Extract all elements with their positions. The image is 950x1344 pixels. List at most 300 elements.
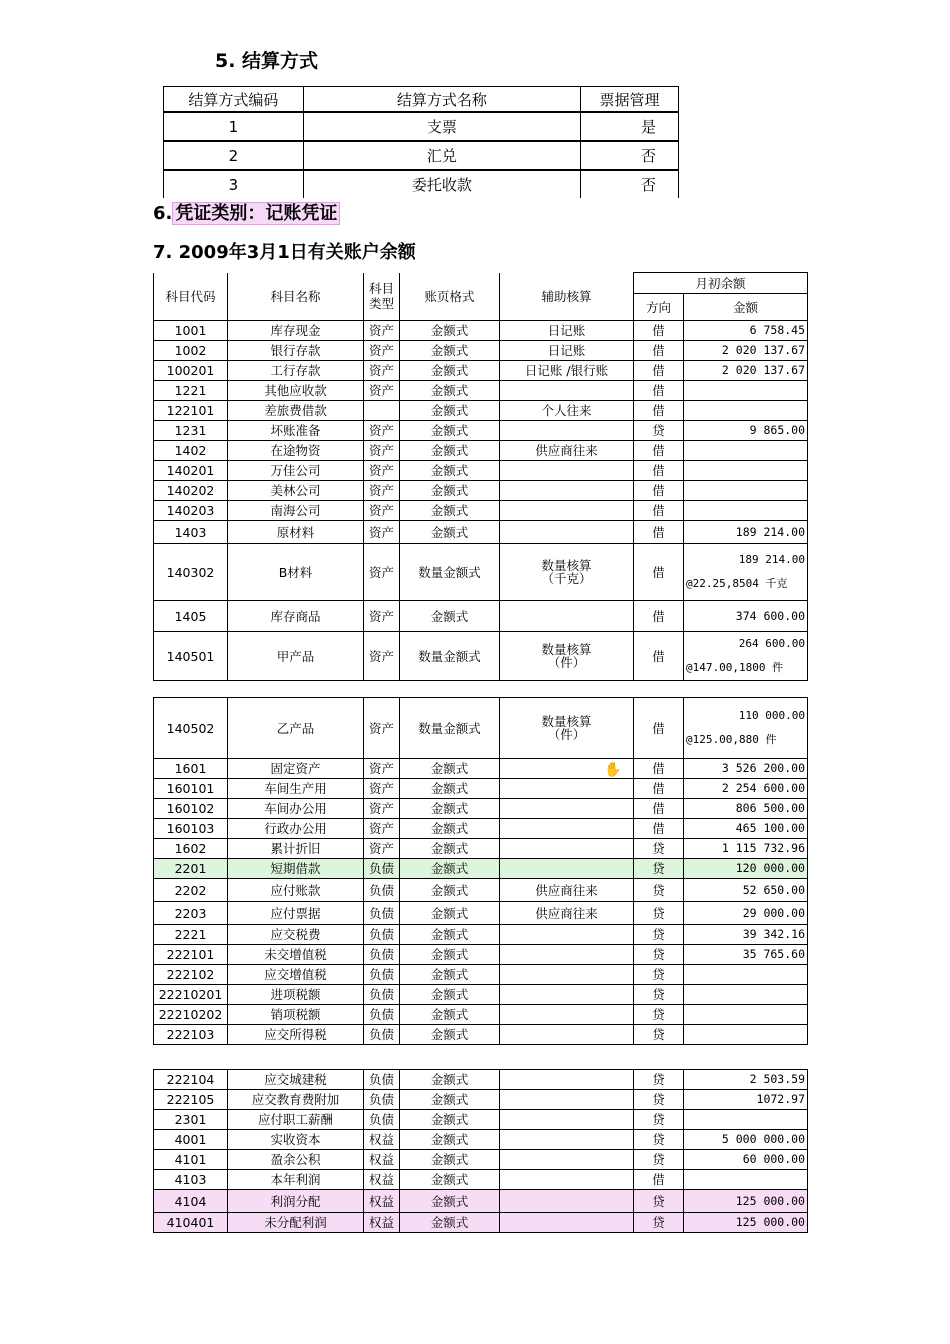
cell-format: 金额式: [400, 381, 500, 401]
cell-code: 1403: [154, 521, 228, 544]
cell-aux: 日记账: [500, 321, 634, 341]
cell-format: 金额式: [400, 819, 500, 839]
cell-code: 22210202: [154, 1005, 228, 1025]
table-row: [154, 965, 808, 985]
cell-name: 美林公司: [228, 481, 364, 501]
cell-format: 金额式: [400, 1170, 500, 1190]
section-6-title: [153, 199, 340, 225]
cell-code: 1: [164, 112, 304, 141]
cell-dir: 借: [634, 544, 684, 601]
cell-format: 金额式: [400, 1090, 500, 1110]
cell-name: 万佳公司: [228, 461, 364, 481]
cell-name: 应交增值税: [228, 965, 364, 985]
cell-type: 负债: [364, 879, 400, 902]
cell-format: 数量金额式: [400, 632, 500, 681]
section-6-highlight: 凭证类别：记账凭证: [172, 202, 340, 225]
cell-format: 金额式: [400, 501, 500, 521]
cell-dir: 借: [634, 321, 684, 341]
cell-name: 甲产品: [228, 632, 364, 681]
cell-amount: 1072.97: [684, 1090, 808, 1110]
cell-name: 库存商品: [228, 601, 364, 632]
header-balance: 月初余额: [634, 273, 808, 294]
table-row: [154, 902, 808, 925]
cell-amount: 52 650.00: [684, 879, 808, 902]
cell-type: 资产: [364, 544, 400, 601]
cell-code: 100201: [154, 361, 228, 381]
cell-format: 金额式: [400, 839, 500, 859]
cell-format: 金额式: [400, 1070, 500, 1090]
cell-code: 1402: [154, 441, 228, 461]
cell-type: 资产: [364, 759, 400, 779]
cell-name: 库存现金: [228, 321, 364, 341]
table-row: [154, 601, 808, 632]
cell-amount: [684, 381, 808, 401]
account-balance-table-3: [153, 1069, 808, 1233]
cell-format: 金额式: [400, 461, 500, 481]
cell-name: 应付账款: [228, 879, 364, 902]
cell-aux: [500, 1170, 634, 1190]
table-row: [154, 481, 808, 501]
cell-code: 2221: [154, 925, 228, 945]
table-row: [164, 112, 679, 141]
cell-aux: [500, 601, 634, 632]
cell-format: 金额式: [400, 1130, 500, 1150]
cell-aux: [500, 779, 634, 799]
cell-code: 4104: [154, 1190, 228, 1213]
cell-format: 金额式: [400, 902, 500, 925]
cell-type: 负债: [364, 1090, 400, 1110]
cell-code: 222102: [154, 965, 228, 985]
cell-name: 坏账准备: [228, 421, 364, 441]
cell-name: 差旅费借款: [228, 401, 364, 421]
table-row: [154, 544, 808, 601]
cell-type: 资产: [364, 779, 400, 799]
header-aux: 辅助核算: [500, 273, 634, 321]
header-amount: 金额: [684, 294, 808, 321]
cell-type: 资产: [364, 441, 400, 461]
cell-name: 实收资本: [228, 1130, 364, 1150]
cell-name: 盈余公积: [228, 1150, 364, 1170]
cell-name: 在途物资: [228, 441, 364, 461]
settlement-table: [163, 86, 679, 198]
cell-type: 权益: [364, 1170, 400, 1190]
cell-code: 222104: [154, 1070, 228, 1090]
cell-amount: [684, 698, 808, 759]
cell-format: 金额式: [400, 1213, 500, 1233]
cell-type: 负债: [364, 945, 400, 965]
table-row: [154, 461, 808, 481]
cell-aux: [500, 925, 634, 945]
cell-amount: [684, 461, 808, 481]
cell-dir: 借: [634, 521, 684, 544]
cell-code: 2203: [154, 902, 228, 925]
cell-amount: [684, 401, 808, 421]
cell-aux: [500, 461, 634, 481]
cell-type: 负债: [364, 1025, 400, 1045]
cell-amount: 1 115 732.96: [684, 839, 808, 859]
cell-name: 销项税额: [228, 1005, 364, 1025]
cell-type: 资产: [364, 461, 400, 481]
header-dir: 方向: [634, 294, 684, 321]
cell-aux: 个人往来: [500, 401, 634, 421]
cell-aux: [500, 381, 634, 401]
cell-amount: 125 000.00: [684, 1190, 808, 1213]
cell-code: 140502: [154, 698, 228, 759]
cell-format: 金额式: [400, 1025, 500, 1045]
cell-amount: [684, 1110, 808, 1130]
cell-format: 金额式: [400, 1005, 500, 1025]
cell-code: 1601: [154, 759, 228, 779]
table-row: [154, 985, 808, 1005]
cell-code: 410401: [154, 1213, 228, 1233]
cell-format: 金额式: [400, 925, 500, 945]
cell-amount: [684, 544, 808, 601]
cell-type: 资产: [364, 839, 400, 859]
table-row: [154, 1130, 808, 1150]
cell-format: 金额式: [400, 361, 500, 381]
cell-format: 金额式: [400, 521, 500, 544]
cell-aux: 数量核算（件）: [500, 632, 634, 681]
cell-aux: 供应商往来: [500, 879, 634, 902]
account-balance-table: [153, 272, 808, 681]
account-balance-table-2: [153, 697, 808, 1045]
cell-name: B材料: [228, 544, 364, 601]
header-code: 科目代码: [154, 273, 228, 321]
cell-aux: [500, 521, 634, 544]
cell-dir: 贷: [634, 1070, 684, 1090]
cell-type: 资产: [364, 421, 400, 441]
cell-code: 1001: [154, 321, 228, 341]
cell-dir: 借: [634, 441, 684, 461]
table-row: [154, 341, 808, 361]
cell-format: 金额式: [400, 481, 500, 501]
cell-code: 222101: [154, 945, 228, 965]
cell-format: 金额式: [400, 1110, 500, 1130]
cell-name: 应付票据: [228, 902, 364, 925]
cell-dir: 贷: [634, 945, 684, 965]
cell-code: 2201: [154, 859, 228, 879]
cell-dir: 贷: [634, 985, 684, 1005]
cell-format: 金额式: [400, 779, 500, 799]
cell-aux: [500, 1070, 634, 1090]
cell-amount: [684, 441, 808, 461]
cell-aux: [500, 839, 634, 859]
cell-ticket: 否: [581, 170, 679, 198]
header-code: 结算方式编码: [164, 87, 304, 113]
table-row: [154, 1190, 808, 1213]
cell-name: 支票: [303, 112, 580, 141]
cell-code: 1231: [154, 421, 228, 441]
cell-format: 金额式: [400, 799, 500, 819]
cell-code: 222103: [154, 1025, 228, 1045]
cell-dir: 贷: [634, 1025, 684, 1045]
cell-aux: [500, 421, 634, 441]
table-row: [154, 421, 808, 441]
cell-type: 权益: [364, 1150, 400, 1170]
cell-code: 4101: [154, 1150, 228, 1170]
cell-name: 汇兑: [303, 141, 580, 170]
cell-type: 负债: [364, 985, 400, 1005]
cell-dir: 借: [634, 401, 684, 421]
cell-dir: 贷: [634, 1090, 684, 1110]
cell-name: 应交城建税: [228, 1070, 364, 1090]
hand-cursor-icon: ✋: [604, 762, 622, 778]
cell-dir: 借: [634, 779, 684, 799]
cell-dir: 贷: [634, 1130, 684, 1150]
cell-amount: 39 342.16: [684, 925, 808, 945]
cell-name: 未交增值税: [228, 945, 364, 965]
table-row: [154, 521, 808, 544]
cell-amount: 125 000.00: [684, 1213, 808, 1233]
cell-name: 其他应收款: [228, 381, 364, 401]
cell-format: 金额式: [400, 321, 500, 341]
cell-code: 4103: [154, 1170, 228, 1190]
header-name: 结算方式名称: [303, 87, 580, 113]
cell-format: 金额式: [400, 601, 500, 632]
cell-format: 金额式: [400, 945, 500, 965]
table-row: [154, 1070, 808, 1090]
table-row: [154, 1170, 808, 1190]
amount-value: 189 214.00: [738, 553, 806, 566]
cell-aux: [500, 1090, 634, 1110]
cell-amount: 6 758.45: [684, 321, 808, 341]
cell-format: 金额式: [400, 441, 500, 461]
cell-aux: 数量核算（千克）: [500, 544, 634, 601]
cell-dir: 借: [634, 819, 684, 839]
cell-format: 金额式: [400, 421, 500, 441]
cell-ticket: 是: [581, 112, 679, 141]
cell-name: 固定资产: [228, 759, 364, 779]
cell-dir: 贷: [634, 965, 684, 985]
cell-code: 160102: [154, 799, 228, 819]
cell-dir: 贷: [634, 1110, 684, 1130]
settlement-header-row: [164, 87, 679, 113]
cell-type: 资产: [364, 501, 400, 521]
cell-type: 资产: [364, 698, 400, 759]
section-7-title: 7. 2009年3月1日有关账户余额: [153, 242, 416, 260]
amount-value: 110 000.00: [738, 709, 805, 722]
cell-code: 222105: [154, 1090, 228, 1110]
table-row: [154, 1150, 808, 1170]
cell-amount: [684, 501, 808, 521]
cell-amount: 189 214.00: [684, 521, 808, 544]
table-row: [154, 361, 808, 381]
cell-code: 160103: [154, 819, 228, 839]
cell-aux: [500, 1025, 634, 1045]
cell-aux: [500, 799, 634, 819]
cell-code: 140202: [154, 481, 228, 501]
cell-code: 140203: [154, 501, 228, 521]
cell-dir: 贷: [634, 902, 684, 925]
header-row: [154, 273, 808, 294]
table-row: [154, 819, 808, 839]
cell-aux: [500, 985, 634, 1005]
cell-amount: [684, 632, 808, 681]
cell-amount: 2 020 137.67: [684, 341, 808, 361]
cell-format: 数量金额式: [400, 544, 500, 601]
table-row: [154, 321, 808, 341]
cell-amount: [684, 985, 808, 1005]
cell-dir: 贷: [634, 1213, 684, 1233]
cell-amount: 3 526 200.00: [684, 759, 808, 779]
cell-type: 资产: [364, 381, 400, 401]
cell-name: 应交税费: [228, 925, 364, 945]
cell-aux: 数量核算（件）: [500, 698, 634, 759]
cell-type: [364, 401, 400, 421]
cell-name: 未分配利润: [228, 1213, 364, 1233]
unit-value: @125.00,880 件: [686, 733, 777, 746]
cell-format: 金额式: [400, 341, 500, 361]
cell-name: 委托收款: [303, 170, 580, 198]
cell-dir: 贷: [634, 1150, 684, 1170]
cell-name: 应交所得税: [228, 1025, 364, 1045]
cell-code: 140302: [154, 544, 228, 601]
amount-value: 264 600.00: [738, 637, 806, 650]
cell-aux: 供应商往来: [500, 441, 634, 461]
cell-aux: [500, 1005, 634, 1025]
cell-amount: 120 000.00: [684, 859, 808, 879]
cell-amount: 374 600.00: [684, 601, 808, 632]
cell-type: 资产: [364, 799, 400, 819]
cell-code: 22210201: [154, 985, 228, 1005]
cell-amount: 806 500.00: [684, 799, 808, 819]
table-row: [154, 839, 808, 859]
cell-code: 2202: [154, 879, 228, 902]
table-row: [154, 759, 808, 779]
cell-dir: 贷: [634, 925, 684, 945]
cell-code: 140201: [154, 461, 228, 481]
table-row: [154, 698, 808, 759]
cell-type: 负债: [364, 1110, 400, 1130]
table-row: [154, 381, 808, 401]
cell-amount: 9 865.00: [684, 421, 808, 441]
cell-code: 2301: [154, 1110, 228, 1130]
cell-type: 资产: [364, 819, 400, 839]
cell-dir: 借: [634, 341, 684, 361]
cell-amount: [684, 481, 808, 501]
cell-format: 金额式: [400, 401, 500, 421]
cell-type: 资产: [364, 321, 400, 341]
cell-aux: [500, 1213, 634, 1233]
cell-name: 应交教育费附加: [228, 1090, 364, 1110]
table-row: [154, 945, 808, 965]
cell-type: 资产: [364, 361, 400, 381]
cell-dir: 贷: [634, 1190, 684, 1213]
cell-dir: 贷: [634, 879, 684, 902]
cell-aux: [500, 859, 634, 879]
table-row: [154, 1090, 808, 1110]
cell-dir: 贷: [634, 1005, 684, 1025]
cell-amount: 2 020 137.67: [684, 361, 808, 381]
section-6-number: 6.: [153, 203, 173, 224]
cell-name: 短期借款: [228, 859, 364, 879]
cell-code: 4001: [154, 1130, 228, 1150]
table-row: [154, 401, 808, 421]
cell-code: 1405: [154, 601, 228, 632]
table-row: [154, 1110, 808, 1130]
cell-name: 乙产品: [228, 698, 364, 759]
cell-format: 金额式: [400, 985, 500, 1005]
cell-dir: 借: [634, 461, 684, 481]
cell-type: 资产: [364, 601, 400, 632]
cell-type: 权益: [364, 1190, 400, 1213]
cell-format: 金额式: [400, 859, 500, 879]
cell-amount: [684, 1005, 808, 1025]
cell-format: 金额式: [400, 879, 500, 902]
cell-dir: 借: [634, 481, 684, 501]
cell-name: 原材料: [228, 521, 364, 544]
cell-dir: 借: [634, 632, 684, 681]
cell-name: 银行存款: [228, 341, 364, 361]
cell-code: 160101: [154, 779, 228, 799]
cell-format: 金额式: [400, 1150, 500, 1170]
cell-aux: [500, 945, 634, 965]
cell-amount: [684, 965, 808, 985]
cell-code: 3: [164, 170, 304, 198]
section-5-title: 5. 结算方式: [215, 50, 319, 72]
cell-aux: [500, 1150, 634, 1170]
cell-amount: 35 765.60: [684, 945, 808, 965]
cell-format: 金额式: [400, 965, 500, 985]
cell-amount: 465 100.00: [684, 819, 808, 839]
cell-amount: [684, 1170, 808, 1190]
cell-dir: 借: [634, 501, 684, 521]
table-row: [154, 879, 808, 902]
cell-amount: 5 000 000.00: [684, 1130, 808, 1150]
cell-dir: 贷: [634, 859, 684, 879]
cell-aux: [500, 819, 634, 839]
cell-amount: 29 000.00: [684, 902, 808, 925]
cell-dir: 借: [634, 799, 684, 819]
cell-amount: 2 503.59: [684, 1070, 808, 1090]
cell-name: 本年利润: [228, 1170, 364, 1190]
cell-code: 140501: [154, 632, 228, 681]
cell-dir: 借: [634, 698, 684, 759]
cell-type: 负债: [364, 965, 400, 985]
cell-dir: 贷: [634, 421, 684, 441]
cell-dir: 贷: [634, 839, 684, 859]
cell-code: 1221: [154, 381, 228, 401]
cell-code: 2: [164, 141, 304, 170]
header-type: 科目类型: [364, 273, 400, 321]
cell-aux: [500, 1190, 634, 1213]
cell-name: 利润分配: [228, 1190, 364, 1213]
cell-type: 负债: [364, 925, 400, 945]
cell-dir: 借: [634, 381, 684, 401]
table-row: [154, 1005, 808, 1025]
cell-name: 应付职工薪酬: [228, 1110, 364, 1130]
cell-dir: 借: [634, 1170, 684, 1190]
cell-format: 数量金额式: [400, 698, 500, 759]
cell-type: 负债: [364, 902, 400, 925]
cell-name: 车间办公用: [228, 799, 364, 819]
cell-type: 负债: [364, 859, 400, 879]
table-row: [164, 170, 679, 198]
cell-code: 1602: [154, 839, 228, 859]
cell-aux: [500, 965, 634, 985]
table-row: [154, 1213, 808, 1233]
table-row: [154, 799, 808, 819]
header-format: 账页格式: [400, 273, 500, 321]
cell-type: 权益: [364, 1213, 400, 1233]
table-row: [154, 859, 808, 879]
cell-name: 工行存款: [228, 361, 364, 381]
table-row: [154, 925, 808, 945]
cell-type: 负债: [364, 1070, 400, 1090]
cell-type: 资产: [364, 521, 400, 544]
cell-aux: 供应商往来: [500, 902, 634, 925]
cell-code: 1002: [154, 341, 228, 361]
